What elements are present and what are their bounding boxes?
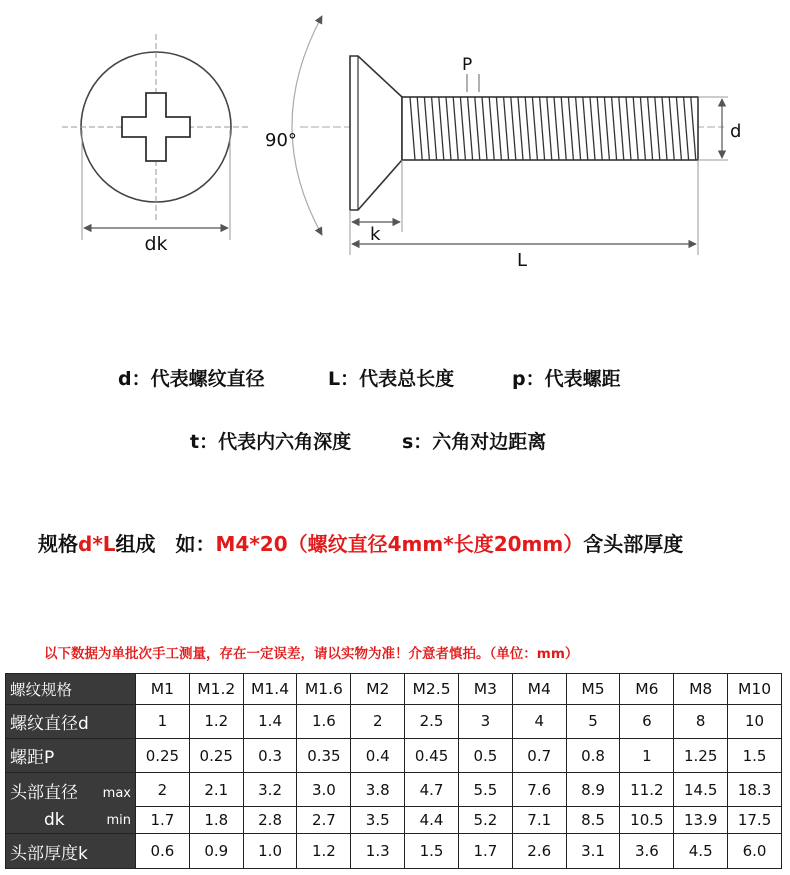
table-cell: 0.5 [458, 738, 512, 772]
d-dimension-label: d [730, 121, 742, 142]
table-cell: 2.6 [512, 834, 566, 869]
table-cell: 0.45 [405, 738, 459, 772]
table-cell: 3.5 [351, 807, 405, 834]
row-label-text: dk [44, 810, 65, 831]
phillips-cross-icon [122, 93, 190, 161]
spec-example: M4*20（螺纹直径4mm*长度20mm） [215, 532, 584, 556]
table-cell: M3 [458, 674, 512, 705]
table-cell: 1.2 [297, 834, 351, 869]
row-label [6, 674, 136, 705]
legend-s: s：六角对边距离 [402, 431, 547, 453]
table-cell: 0.8 [566, 738, 620, 772]
table-cell: M6 [620, 674, 674, 705]
spec-middle: 组成 如： [115, 532, 216, 556]
table-cell: 4.4 [405, 807, 459, 834]
table-cell: 0.7 [512, 738, 566, 772]
spec-formula: d*L [78, 532, 116, 556]
table-cell: M5 [566, 674, 620, 705]
legend-d: d：代表螺纹直径 [118, 368, 265, 390]
row-label-text: 螺纹规格 [10, 680, 73, 699]
table-cell: M10 [728, 674, 782, 705]
table-cell: M1.4 [243, 674, 297, 705]
table-cell: M1.2 [189, 674, 243, 705]
table-cell: 1.2 [189, 704, 243, 738]
table-cell: 5.5 [458, 773, 512, 807]
table-cell: 2.7 [297, 807, 351, 834]
row-label [6, 738, 136, 772]
dk-dimension-label: dk [144, 233, 168, 255]
table-cell: 2.8 [243, 807, 297, 834]
measurement-notice: 以下数据为单批次手工测量，存在一定误差，请以实物为准！介意者慎拍。（单位：mm） [44, 646, 579, 662]
table-cell: 1.5 [728, 738, 782, 772]
table-cell: 8.9 [566, 773, 620, 807]
table-cell: 0.6 [136, 834, 190, 869]
table-cell: 1.3 [351, 834, 405, 869]
row-sublabel: max [102, 785, 131, 801]
table-cell: 1.25 [674, 738, 728, 772]
row-label-text: 螺距P [10, 748, 55, 769]
table-cell: 8.5 [566, 807, 620, 834]
spec-table [5, 673, 782, 869]
table-cell: 4 [512, 704, 566, 738]
legend-p: p：代表螺距 [512, 368, 621, 390]
table-cell: 1.8 [189, 807, 243, 834]
table-cell: 4.5 [674, 834, 728, 869]
screw-technical-drawing [0, 0, 790, 300]
table-row [6, 834, 782, 869]
table-cell: 10 [728, 704, 782, 738]
table-cell: 2 [351, 704, 405, 738]
table-cell: 0.25 [136, 738, 190, 772]
table-cell: 2.5 [405, 704, 459, 738]
table-row [6, 807, 782, 834]
table-cell: 5 [566, 704, 620, 738]
table-cell: M8 [674, 674, 728, 705]
table-cell: 2.1 [189, 773, 243, 807]
legend-t: t：代表内六角深度 [190, 431, 352, 453]
row-label [6, 807, 136, 834]
table-row [6, 738, 782, 772]
table-cell: M2 [351, 674, 405, 705]
table-cell: M1.6 [297, 674, 351, 705]
row-label [6, 704, 136, 738]
table-cell: 3.6 [620, 834, 674, 869]
pitch-label: P [462, 55, 473, 75]
table-cell: 3.0 [297, 773, 351, 807]
table-cell: 4.7 [405, 773, 459, 807]
table-row [6, 704, 782, 738]
table-cell: 7.1 [512, 807, 566, 834]
table-cell: 1.4 [243, 704, 297, 738]
table-cell: 14.5 [674, 773, 728, 807]
table-cell: 6.0 [728, 834, 782, 869]
table-cell: 0.3 [243, 738, 297, 772]
table-cell: 1.5 [405, 834, 459, 869]
table-cell: 2 [136, 773, 190, 807]
k-dimension-label: k [370, 224, 381, 245]
table-cell: 0.35 [297, 738, 351, 772]
table-cell: 1 [136, 704, 190, 738]
table-cell: 0.9 [189, 834, 243, 869]
legend-l: L：代表总长度 [328, 368, 455, 390]
table-cell: 3.2 [243, 773, 297, 807]
table-cell: 0.25 [189, 738, 243, 772]
table-cell: M1 [136, 674, 190, 705]
table-cell: 10.5 [620, 807, 674, 834]
table-row [6, 674, 782, 705]
table-cell: 11.2 [620, 773, 674, 807]
table-cell: 17.5 [728, 807, 782, 834]
spec-prefix: 规格 [38, 532, 78, 556]
table-cell: 1.6 [297, 704, 351, 738]
head-top-view [62, 34, 250, 255]
spec-suffix: 含头部厚度 [583, 532, 684, 556]
table-cell: M4 [512, 674, 566, 705]
row-label-text: 螺纹直径d [10, 713, 89, 734]
table-cell: 13.9 [674, 807, 728, 834]
table-cell: 18.3 [728, 773, 782, 807]
screw-side-view [265, 16, 741, 271]
table-cell: 1.0 [243, 834, 297, 869]
l-dimension-label: L [517, 250, 528, 271]
spec-format-line [38, 528, 683, 557]
table-row [6, 773, 782, 807]
row-label-text: 头部厚度k [10, 843, 88, 864]
row-label [6, 773, 136, 807]
table-cell: 0.4 [351, 738, 405, 772]
row-sublabel: min [106, 812, 131, 828]
angle-label: 90° [265, 130, 297, 151]
table-cell: 3 [458, 704, 512, 738]
table-cell: 1.7 [136, 807, 190, 834]
table-cell: M2.5 [405, 674, 459, 705]
table-cell: 6 [620, 704, 674, 738]
table-cell: 7.6 [512, 773, 566, 807]
table-cell: 3.1 [566, 834, 620, 869]
table-cell: 8 [674, 704, 728, 738]
table-cell: 1.7 [458, 834, 512, 869]
table-cell: 1 [620, 738, 674, 772]
row-label [6, 834, 136, 869]
row-label-text: 头部直径 [10, 782, 78, 803]
table-cell: 5.2 [458, 807, 512, 834]
table-cell: 3.8 [351, 773, 405, 807]
